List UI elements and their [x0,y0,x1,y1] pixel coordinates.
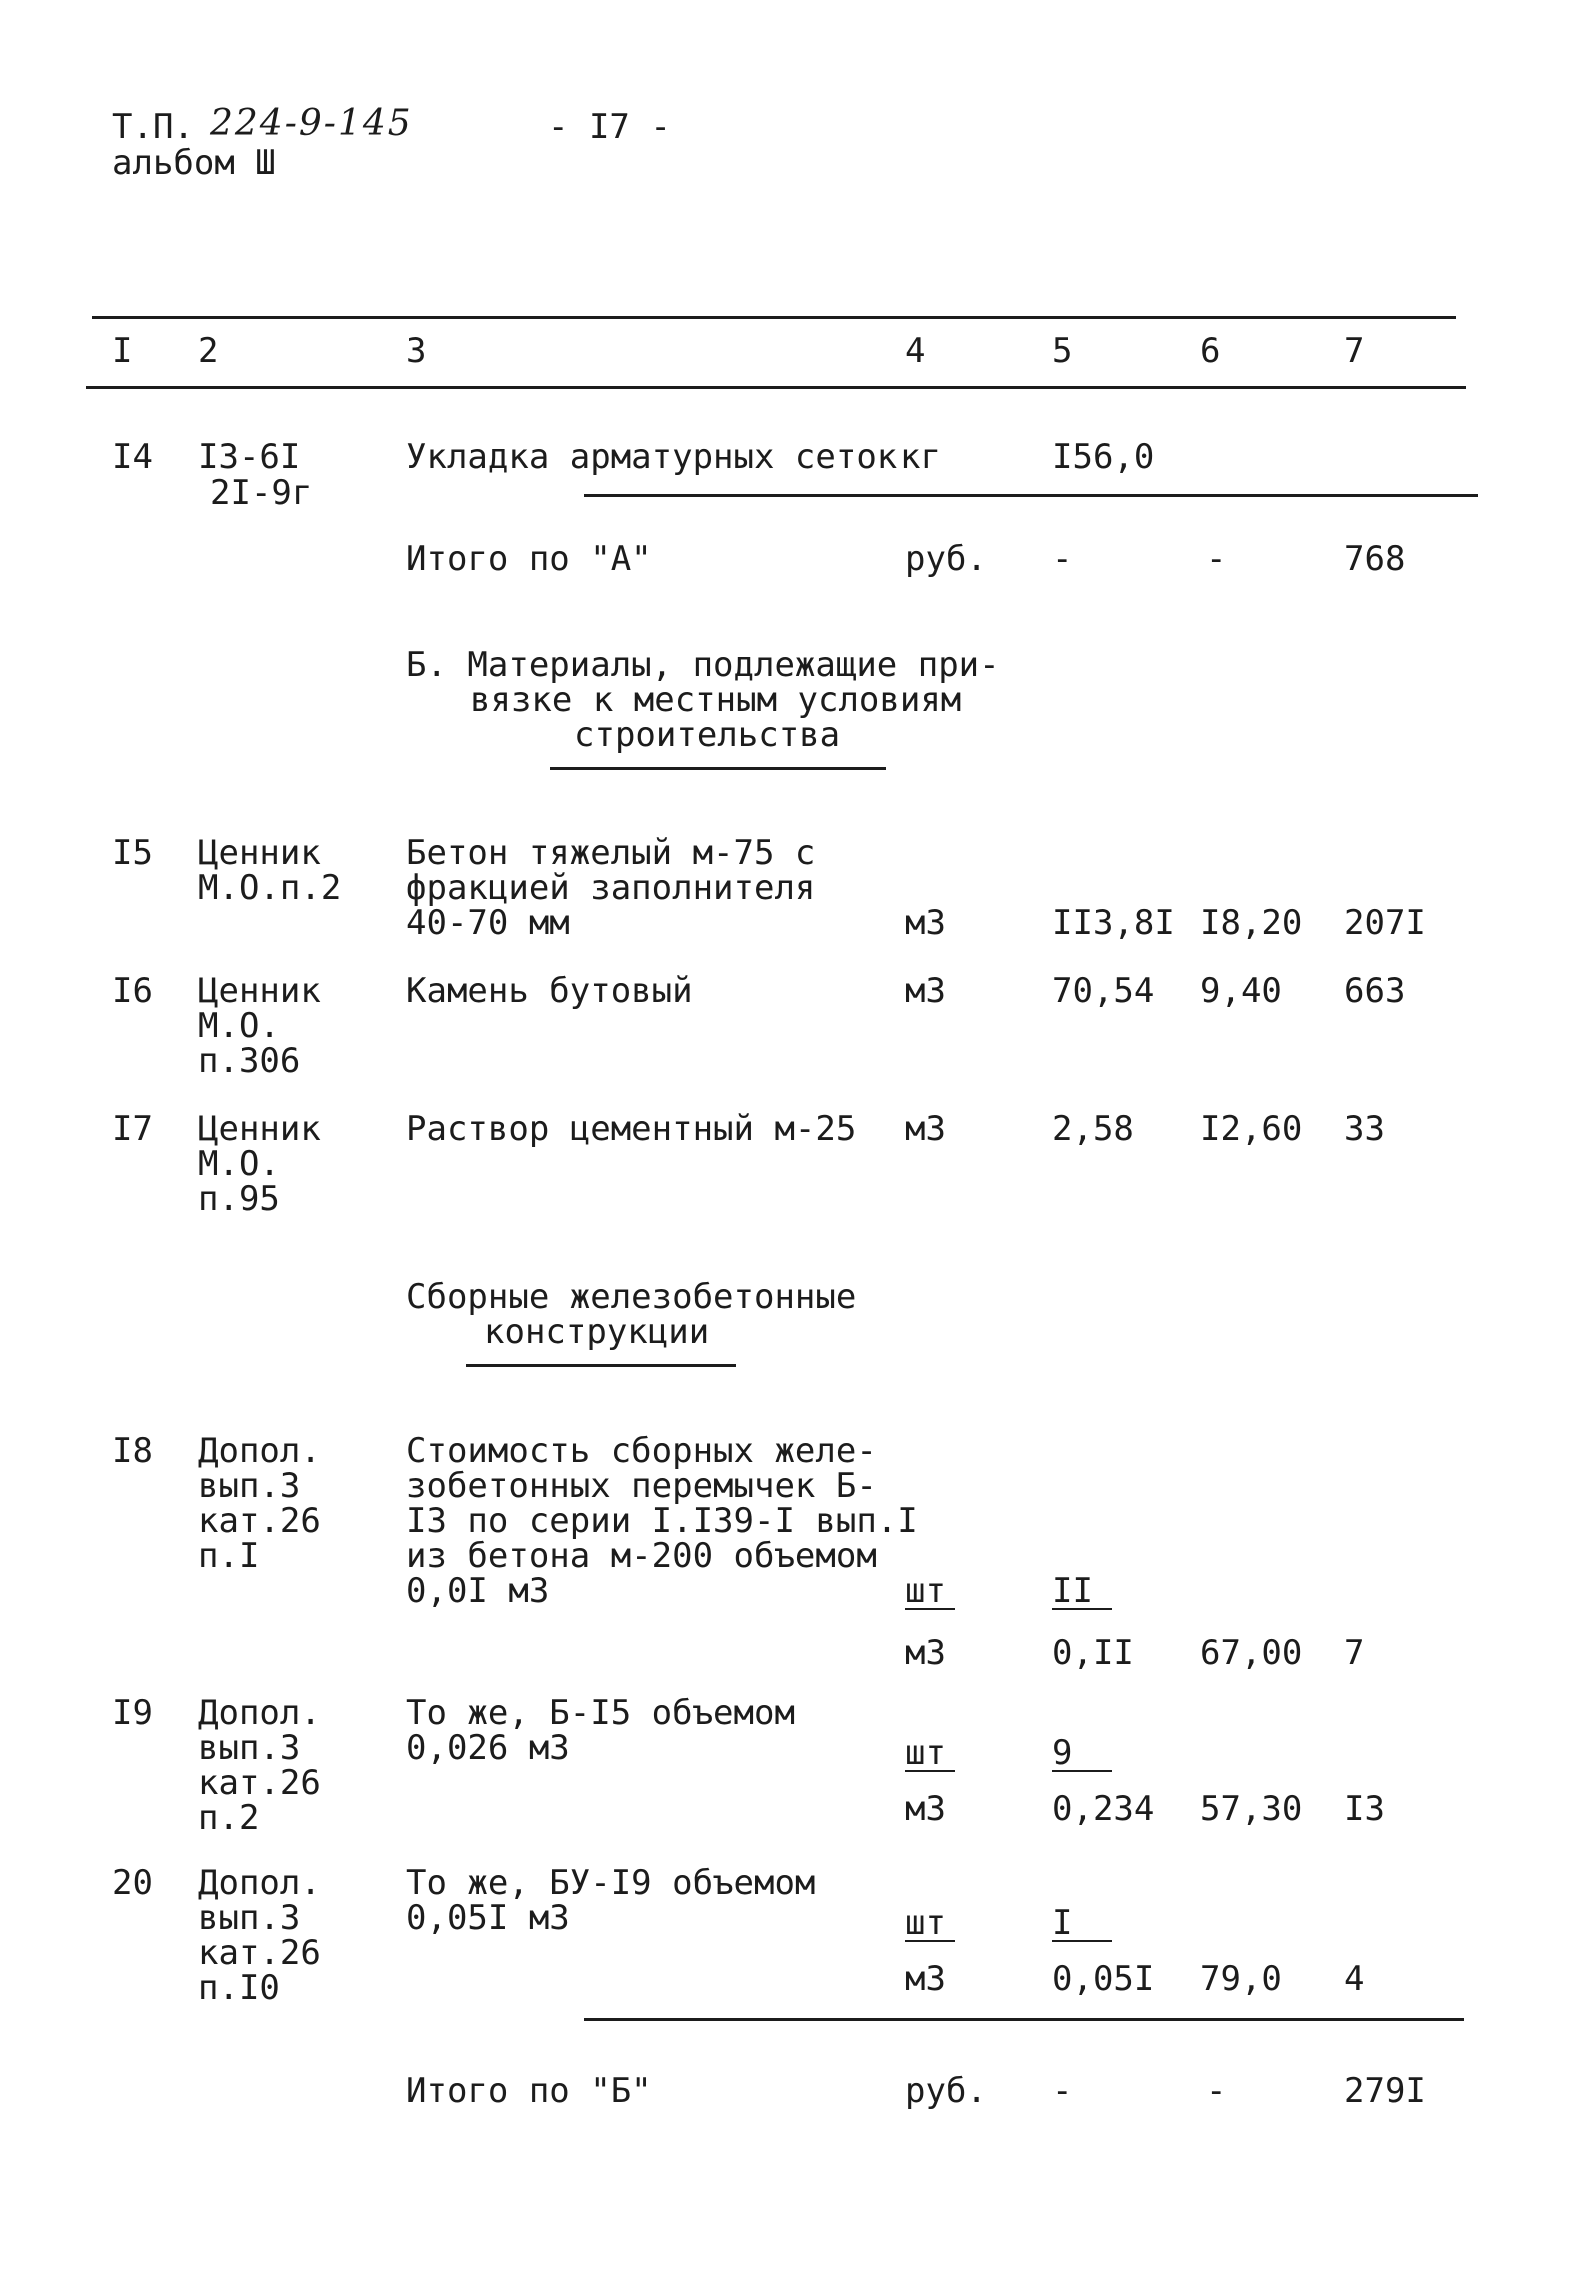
item-quantity: 2,58 [1052,1109,1134,1149]
page-number: - I7 - [548,107,671,147]
item-unit: м3 [905,971,946,1011]
item-price: 79,0 [1200,1959,1282,1999]
item-unit: м3 [905,1109,946,1149]
item-unit-pieces: шт [905,1903,946,1943]
item-unit: кг [900,437,941,477]
column-header: 2 [198,331,219,371]
price-code: Ценник [198,971,321,1011]
item-name: I3 по серии I.I39-I вып.I [406,1501,918,1541]
item-unit-pieces: шт [905,1733,946,1773]
item-name: Бетон тяжелый м-75 с [406,833,816,873]
row-number: I5 [112,833,153,873]
column-header: 3 [406,331,427,371]
item-sum: 33 [1344,1109,1385,1149]
total-quantity: - [1052,539,1073,579]
price-code: кат.26 [198,1933,321,1973]
price-code: кат.26 [198,1501,321,1541]
subtotal-rule [584,494,1478,497]
price-code: I3-6I [198,437,301,477]
item-name: Раствор цементный м-25 [406,1109,857,1149]
subtotal-rule [584,2018,1464,2021]
row-number: I7 [112,1109,153,1149]
price-code: п.I [198,1536,260,1576]
section-heading-line: вязке к местным условиям [470,680,962,720]
row-number: I6 [112,971,153,1011]
section-heading-line: Сборные железобетонные [406,1277,857,1317]
total-quantity: - [1052,2071,1073,2111]
price-code: М.О. [198,1144,280,1184]
item-name: То же, БУ-I9 объемом [406,1863,816,1903]
price-code: вып.3 [198,1898,301,1938]
item-unit: м3 [905,903,946,943]
fraction-bar [1052,1608,1112,1610]
price-code: вып.3 [198,1466,301,1506]
item-name: 0,026 м3 [406,1728,570,1768]
price-code: Ценник [198,1109,321,1149]
item-unit: м3 [905,1789,946,1829]
doc-prefix: Т.П. [112,107,194,147]
fraction-bar [905,1770,955,1772]
column-header: 7 [1344,331,1365,371]
item-sum: 207I [1344,903,1426,943]
item-quantity-pieces: II [1052,1571,1093,1611]
section-heading-line: Б. Материалы, подлежащие при- [406,645,1000,685]
fraction-bar [1052,1940,1112,1942]
item-name: 0,0I м3 [406,1571,550,1611]
album-label: альбом Ш [112,143,276,183]
item-quantity: 0,II [1052,1633,1134,1673]
fraction-bar [905,1608,955,1610]
price-code: п.306 [198,1041,301,1081]
item-unit-pieces: шт [905,1571,946,1611]
total-label: Итого по "Б" [406,2071,652,2111]
price-code: Допол. [198,1693,321,1733]
price-code: п.I0 [198,1968,280,2008]
item-quantity: 0,234 [1052,1789,1155,1829]
price-code: Допол. [198,1431,321,1471]
total-price: - [1206,539,1227,579]
item-name: 40-70 мм [406,903,570,943]
price-code: п.95 [198,1179,280,1219]
item-name: Камень бутовый [406,971,693,1011]
total-sum: 768 [1344,539,1406,579]
item-name: зобетонных перемычек Б- [406,1466,877,1506]
price-code: 2I-9г [210,473,313,513]
price-code: кат.26 [198,1763,321,1803]
row-number: 20 [112,1863,153,1903]
column-header: 6 [1200,331,1221,371]
section-underline [466,1364,736,1367]
item-name: То же, Б-I5 объемом [406,1693,795,1733]
price-code: п.2 [198,1798,260,1838]
column-header: 5 [1052,331,1073,371]
item-sum: 4 [1344,1959,1365,1999]
price-code: Ценник [198,833,321,873]
row-number: I4 [112,437,153,477]
table-top-rule [92,316,1456,319]
item-quantity-pieces: I [1052,1903,1073,1943]
section-underline [550,767,886,770]
total-price: - [1206,2071,1227,2111]
item-price: 67,00 [1200,1633,1303,1673]
total-sum: 279I [1344,2071,1426,2111]
table-header-rule [86,386,1466,389]
item-name: Укладка арматурных сеток [406,437,898,477]
price-code: вып.3 [198,1728,301,1768]
item-quantity: 0,05I [1052,1959,1155,1999]
row-number: I9 [112,1693,153,1733]
item-sum: I3 [1344,1789,1385,1829]
item-quantity: I56,0 [1052,437,1155,477]
item-price: I2,60 [1200,1109,1303,1149]
item-quantity-pieces: 9 [1052,1733,1073,1773]
fraction-bar [905,1940,955,1942]
column-header: I [112,331,133,371]
item-sum: 663 [1344,971,1406,1011]
item-sum: 7 [1344,1633,1365,1673]
price-code: М.О. [198,1006,280,1046]
item-price: I8,20 [1200,903,1303,943]
item-price: 57,30 [1200,1789,1303,1829]
item-name: 0,05I м3 [406,1898,570,1938]
column-header: 4 [905,331,926,371]
doc-number-handwritten: 224-9-145 [210,103,413,144]
item-unit: м3 [905,1959,946,1999]
item-quantity: 70,54 [1052,971,1155,1011]
price-code: Допол. [198,1863,321,1903]
item-unit: м3 [905,1633,946,1673]
fraction-bar [1052,1770,1112,1772]
item-name: фракцией заполнителя [406,868,816,908]
price-code: М.О.п.2 [198,868,342,908]
total-unit: руб. [905,2071,987,2111]
item-name: Стоимость сборных желе- [406,1431,877,1471]
item-price: 9,40 [1200,971,1282,1011]
section-heading-line: конструкции [484,1312,710,1352]
total-unit: руб. [905,539,987,579]
row-number: I8 [112,1431,153,1471]
section-heading-line: строительства [574,715,841,755]
item-name: из бетона м-200 объемом [406,1536,877,1576]
total-label: Итого по "А" [406,539,652,579]
item-quantity: II3,8I [1052,903,1175,943]
